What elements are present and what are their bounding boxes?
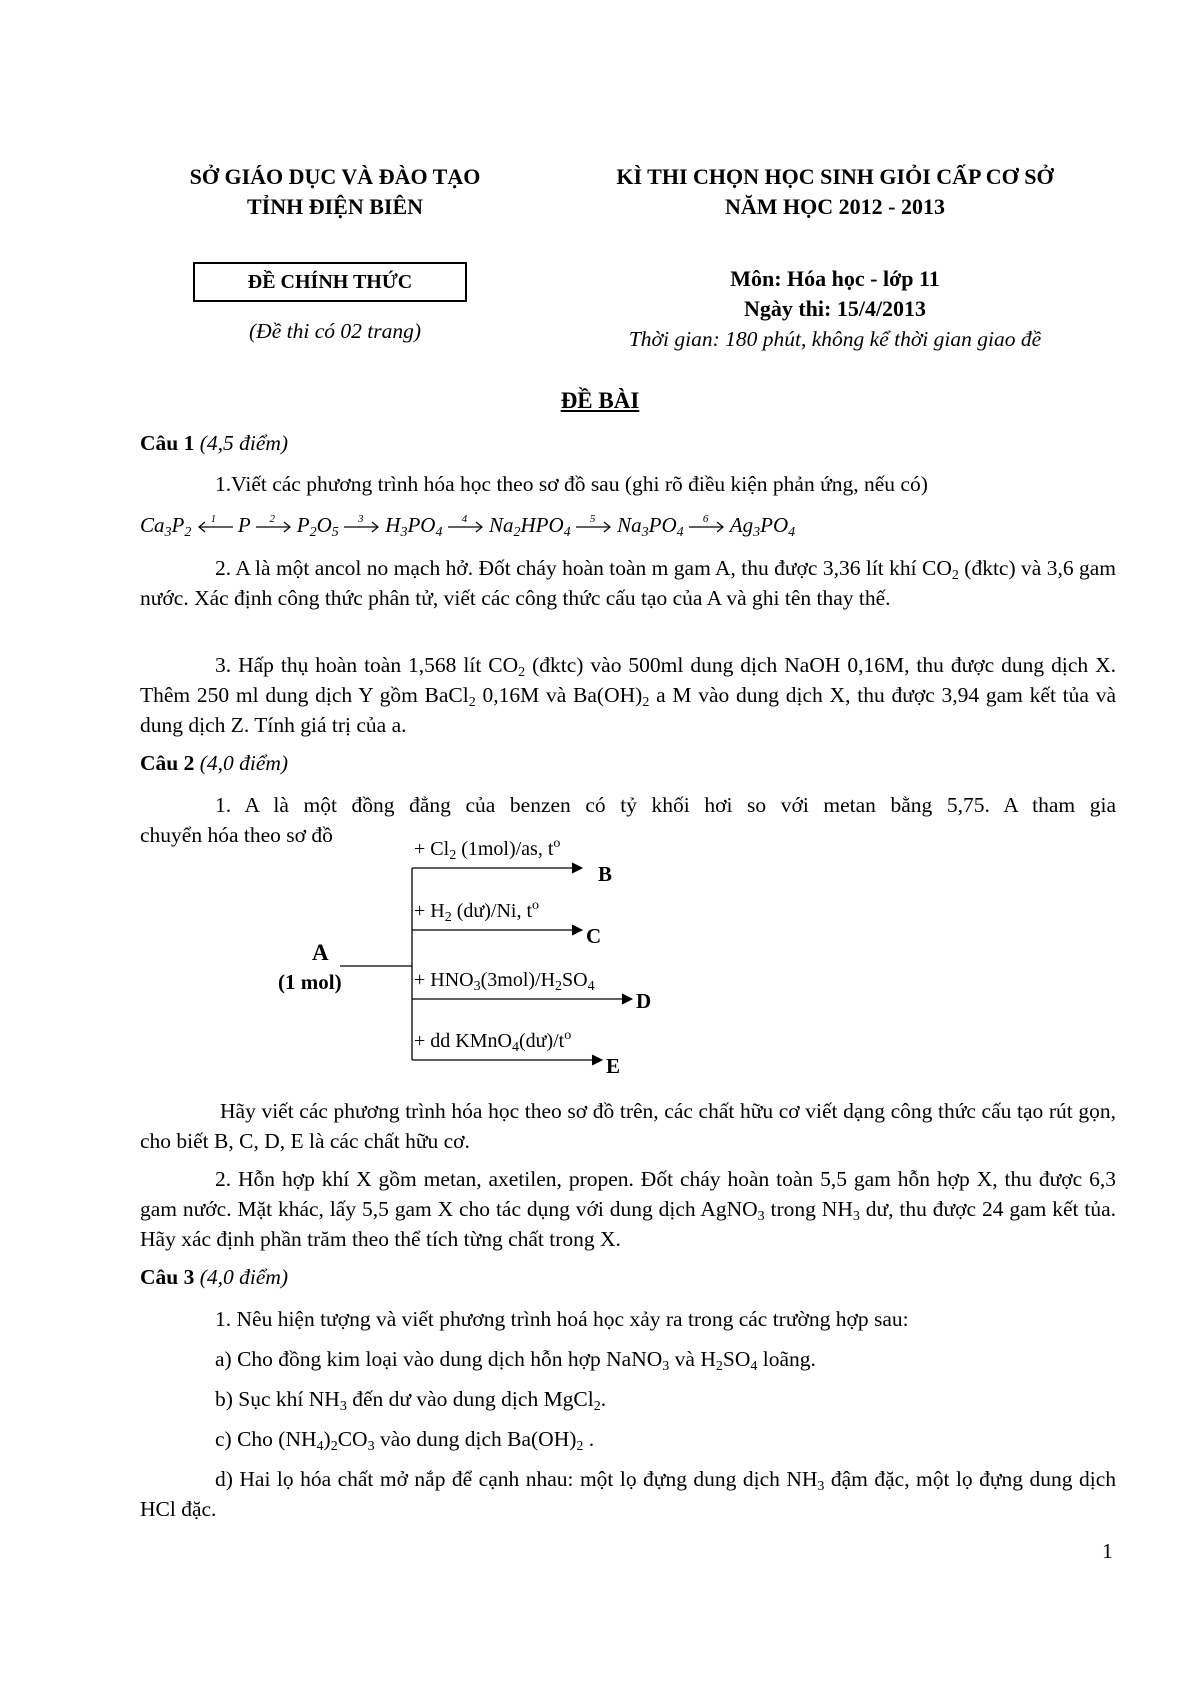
reaction-chain: $Ca_3P_2$ 1 P 2 $P_2O_5$ 3 $H_3PO_4$ 4 $Na_2HPO_4$ 5 $Na_3PO_4$ 6 $Ag_3PO_4$ [140,510,1120,540]
school-year: NĂM HỌC 2012 - 2013 [725,194,945,219]
q1-part3: 3. Hấp thụ hoàn toàn 1,568 lít $CO_2$ (đktc) vào 500ml dung dịch NaOH 0,16M, thu được dung dịch X. Thêm 250 ml dung dịch Y gồm BaCl$_2$ 0,16M và $Ba(OH)_2$ a M vào dung dịch X, thu được 3,94 gam kết tủa và dung dịch Z. Tính giá trị của a. [140,653,1116,737]
exam-title-block [555,162,1115,222]
q3-heading [140,1262,288,1292]
scheme-start-A: A [312,940,329,965]
department-line1: SỞ GIÁO DỤC VÀ ĐÀO TẠO [189,164,481,189]
q2-part1-line1: 1. A là một đồng đẳng của benzen có tỷ khối hơi so với metan bằng 5,75. A tham gia [215,793,1116,817]
reagent-kmno4: + dd $KMnO_4(dư)/t^o$ [414,1028,572,1055]
product-C: C [586,924,602,948]
q3-case-b: b) Sục khí $NH_3$ đến dư vào dung dịch MgCl$_2$. [215,1387,607,1414]
exam-name: KÌ THI CHỌN HỌC SINH GIỎI CẤP CƠ SỞ [616,164,1054,189]
chain-arrow-4: 4 [448,510,484,540]
product-B: B [598,862,613,886]
scheme-start-amount: (1 mol) [278,970,342,994]
q3-label: Câu 3 [140,1265,195,1289]
official-exam-box: ĐỀ CHÍNH THỨC [193,262,467,302]
subject-line: Môn: Hóa học - lớp 11 [730,266,940,291]
q2-points: (4,0 điểm) [199,751,289,775]
product-E: E [606,1054,621,1078]
province-line: TỈNH ĐIỆN BIÊN [246,194,424,219]
q2-heading [140,748,288,778]
page-number: 1 [1102,1539,1113,1563]
q2-label: Câu 2 [140,751,195,775]
q1-points: (4,5 điểm) [199,431,289,455]
q3-case-a: a) Cho đồng kim loại vào dung dịch hỗn hợp NaNO$_3$ và $H_2SO_4$ loãng. [215,1347,816,1374]
department-name [150,162,520,222]
q3-points: (4,0 điểm) [199,1265,289,1289]
q2-part2: 2. Hỗn hợp khí X gồm metan, axetilen, propen. Đốt cháy hoàn toàn 5,5 gam hỗn hợp X, thu được 6,3 gam nước. Mặt khác, lấy 5,5 gam X cho tác dụng với dung dịch AgNO$_3$ trong $NH_3$ dư, thu được 24 gam kết tủa. Hãy xác định phần trăm theo thể tích từng chất trong X. [140,1167,1117,1251]
chain-arrow-1: 1 [197,510,233,540]
q1-label: Câu 1 [140,431,195,455]
q3-case-c: c) Cho $(NH_4)_2CO_3$ vào dung dịch $Ba(OH)_2$ . [215,1427,595,1454]
q1-part1: 1.Viết các phương trình hóa học theo sơ đồ sau (ghi rõ điều kiện phản ứng, nếu có) [215,472,928,496]
q2-part1-line2: chuyển hóa theo sơ đồ [140,823,333,847]
chain-arrow-5: 5 [576,510,612,540]
reagent-hno3: + $HNO_3(3mol)/H_2SO_4$ [414,969,595,994]
chain-arrow-2: 2 [256,510,292,540]
exam-duration: Thời gian: 180 phút, không kể thời gian giao đề [628,327,1042,351]
reaction-scheme [260,828,720,1078]
reagent-h2: + $H_2$ (dư)/Ni, $t^o$ [414,898,540,925]
pages-note: (Đề thi có 02 trang) [249,319,421,343]
q1-heading [140,428,288,458]
product-D: D [636,989,652,1013]
chain-arrow-3: 3 [344,510,380,540]
page-title: ĐỀ BÀI [560,388,640,413]
exam-date: Ngày thi: 15/4/2013 [743,296,927,321]
q2-scheme-instruction: Hãy viết các phương trình hóa học theo sơ đồ trên, các chất hữu cơ viết dạng công thức cấu tạo rút gọn, cho biết B, C, D, E là các chất hữu cơ. [140,1099,1116,1153]
q3-case-d: d) Hai lọ hóa chất mở nắp để cạnh nhau: một lọ đựng dung dịch $NH_3$ đậm đặc, một lọ đựng dung dịch HCl đặc. [140,1467,1116,1521]
chain-arrow-6: 6 [689,510,725,540]
q3-part1: 1. Nêu hiện tượng và viết phương trình hoá học xảy ra trong các trường hợp sau: [215,1307,909,1331]
q1-part2: 2. A là một ancol no mạch hở. Đốt cháy hoàn toàn m gam A, thu được 3,36 lít khí $CO_2$ (đktc) và 3,6 gam nước. Xác định công thức phân tử, viết các công thức cấu tạo của A và ghi tên thay thế. [140,556,1116,610]
reagent-cl2: + $Cl_2$ (1mol)/as, $t^o$ [414,836,561,863]
